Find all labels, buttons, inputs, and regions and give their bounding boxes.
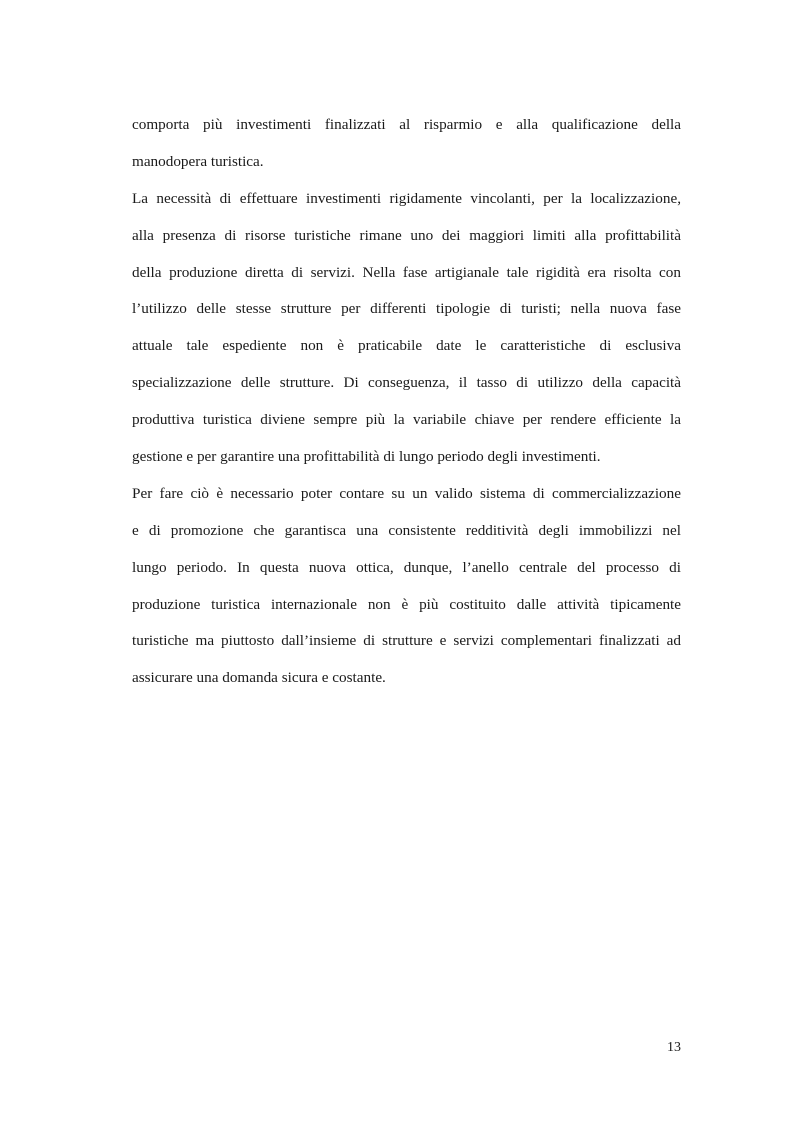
text-line: l’utilizzo delle stesse strutture per differenti tipologie di turisti; nella nuova fase: [132, 300, 681, 318]
paragraph-2: [132, 184, 681, 479]
page-number: 13: [667, 1040, 681, 1055]
text-line: alla presenza di risorse turistiche rimane uno dei maggiori limiti alla profittabilità: [132, 226, 681, 244]
text-line: lungo periodo. In questa nuova ottica, dunque, l’anello centrale del processo di: [132, 558, 681, 576]
text-line: turistiche ma piuttosto dall’insieme di strutture e servizi complementari finalizzati ad: [132, 632, 681, 650]
text-line: e di promozione che garantisca una consistente redditività degli immobilizzi nel: [132, 521, 681, 539]
text-line: della produzione diretta di servizi. Nella fase artigianale tale rigidità era risolta con: [132, 263, 681, 281]
text-line: produttiva turistica diviene sempre più la variabile chiave per rendere efficiente la: [132, 411, 681, 429]
body-text: [132, 110, 681, 700]
text-line: comporta più investimenti finalizzati al risparmio e alla qualificazione della: [132, 116, 681, 133]
text-line: produzione turistica internazionale non è più costituito dalle attività tipicamente: [132, 595, 681, 613]
text-line: Per fare ciò è necessario poter contare su un valido sistema di commercializzazione: [132, 484, 681, 502]
text-line: gestione e per garantire una profittabilità di lungo periodo degli investimenti.: [132, 448, 601, 466]
text-line: specializzazione delle strutture. Di conseguenza, il tasso di utilizzo della capacità: [132, 374, 681, 392]
text-line: manodopera turistica.: [132, 152, 264, 170]
text-line: assicurare una domanda sicura e costante.: [132, 669, 386, 687]
text-line: attuale tale espediente non è praticabile date le caratteristiche di esclusiva: [132, 337, 681, 355]
paragraph-1: [132, 110, 681, 184]
text-line: La necessità di effettuare investimenti rigidamente vincolanti, per la localizzazione,: [132, 189, 681, 207]
paragraph-3: [132, 479, 681, 700]
